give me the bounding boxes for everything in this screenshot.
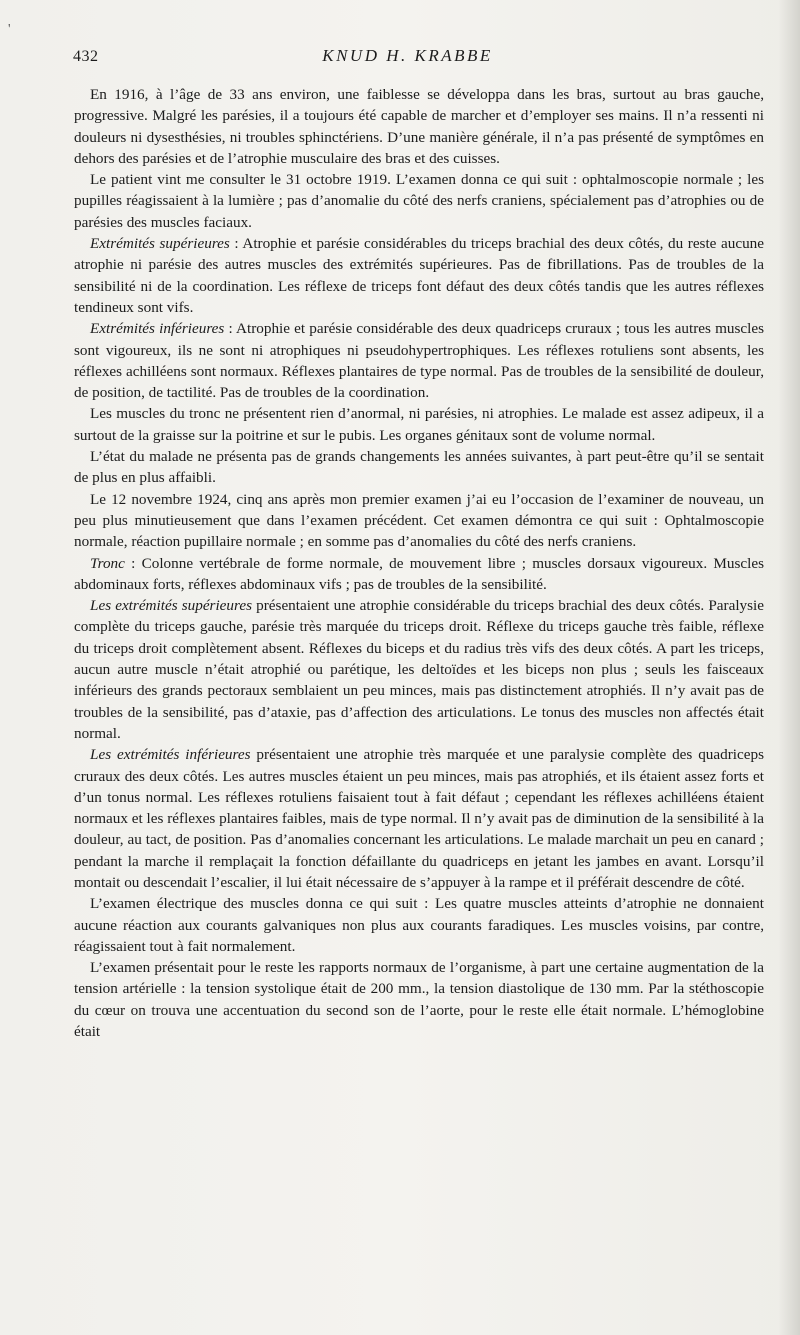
paragraph-lead: Extrémités supérieures [90,235,230,253]
paragraph-text: : Colonne vertébrale de forme normale, de mouvement libre ; muscles dorsaux vigoureux. Muscles abdominaux forts, réflexes abdominaux vifs ; pas de troubles de la sensibilité. [74,554,764,593]
paragraph [74,957,764,1042]
paragraph-text: En 1916, à l’âge de 33 ans environ, une faiblesse se développa dans les bras, surtout au bras gauche, progressive. Malgré les parésies, il a toujours été capable de marcher et d’employer ses mains. Il n’a ressenti ni douleurs ni dysesthésies, ni troubles sphinctériens. D’une manière générale, il n’a pas présenté de symptômes en dehors des parésies et de l’atrophie musculaire des bras et des cuisses. [74,86,764,167]
paragraph-lead: Les extrémités inférieures [90,746,251,764]
paragraph [74,233,764,318]
paragraph-text: : Atrophie et parésie considérable des deux quadriceps cruraux ; tous les autres muscles sont vigoureux, ils ne sont ni atrophiques ni pseudohypertrophiques. Les réflexes rotuliens sont absents, les réflexes achilléens sont normaux. Réflexes plantaires de type normal. Pas de troubles de la sensibilité de douleur, de position, de tactilité. Pas de troubles de la coordination. [74,320,765,402]
corner-mark: ' [8,22,11,37]
paragraph-lead: Extrémités inférieures [90,320,225,338]
paragraph [74,595,764,744]
paragraph-text: Le patient vint me consulter le 31 octobre 1919. L’examen donna ce qui suit : ophtalmoscopie normale ; les pupilles réagissaient à la lumière ; pas d’anomalie du côté des nerfs craniens, spécialement pas d’atrophies ou de parésies des muscles faciaux. [74,171,764,231]
body-text [74,84,764,1042]
paragraph [74,446,764,489]
paragraph-text: Les muscles du tronc ne présentent rien d’anormal, ni parésies, ni atrophies. Le malade est assez adipeux, il a surtout de la graisse sur la poitrine et sur le pubis. Les organes génitaux sont de volume normal. [74,405,764,444]
page-number: 432 [73,48,99,65]
paragraph [74,403,764,446]
paragraph-text: L’état du malade ne présenta pas de grands changements les années suivantes, à part peut-être qu’il se sentait de plus en plus affaibli. [74,448,764,487]
running-title: KNUD H. KRABBE [322,46,493,65]
paragraph [74,553,764,596]
page-header [73,44,742,70]
paragraph-text: présentaient une atrophie considérable du triceps brachial des deux côtés. Paralysie complète du triceps gauche, parésie très marquée du triceps droit. Réflexe du triceps gauche très faible, réflexe du triceps droit complètement absent. Réflexes du biceps et du radius très vifs des deux côtés. A part les triceps, aucun autre muscle n’était atrophié ou parétique, les deltoïdes et les biceps non plus ; seuls les faisceaux inférieurs des grands pectoraux semblaient un peu minces, mais pas distinctement atrophiés. Il n’y avait pas de troubles de la sensibilité, pas d’ataxie, pas d’affection des articulations. Le tonus des muscles non affectés était normal. [74,597,765,742]
paragraph [74,169,764,233]
paragraph [74,318,764,403]
paragraph [74,744,764,893]
paragraph-text: L’examen électrique des muscles donna ce qui suit : Les quatre muscles atteints d’atrophie ne donnaient aucune réaction aux courants galvaniques non plus aux courants faradiques. Les muscles voisins, par contre, réagissaient tout à fait normalement. [74,895,764,955]
paragraph-lead: Tronc [90,554,125,572]
page-edge-shadow [778,0,800,1335]
paragraph-text: L’examen présentait pour le reste les rapports normaux de l’organisme, à part une certaine augmentation de la tension artérielle : la tension systolique était de 200 mm., la tension diastolique de 130 mm. Par la stéthoscopie du cœur on trouva une accentuation du second son de l’aorte, pour le reste elle était normale. L’hémoglobine était [74,959,764,1041]
paragraph-lead: Les extrémités supérieures [90,597,253,615]
paragraph [74,84,764,169]
paragraph [74,893,764,957]
paragraph [74,489,764,553]
paragraph-text: Le 12 novembre 1924, cinq ans après mon premier examen j’ai eu l’occasion de l’examiner de nouveau, un peu plus minutieusement que dans l’examen précédent. Cet examen démontra ce qui suit : Ophtalmoscopie normale, réaction pupillaire normale ; en somme pas d’anomalies du côté des nerfs craniens. [74,490,764,551]
paragraph-text: présentaient une atrophie très marquée et une paralysie complète des quadriceps cruraux des deux côtés. Les autres muscles étaient un peu minces, mais pas atrophiés, et ils étaient assez forts et d’un tonus normal. Les réflexes rotuliens faisaient tout à fait défaut ; cependant les réflexes achilléens étaient normaux et les réflexes plantaires faibles, mais de type normal. Il n’y avait pas de diminution de la sensibilité à la douleur, au tact, de position. Pas d’anomalies concernant les articulations. Le malade marchait un peu en canard ; pendant la marche il remplaçait la fonction défaillante du quadriceps en jetant les jambes en avant. Lorsqu’il montait ou descendait l’escalier, il lui était nécessaire de s’appuyer à la rampe et il préférait descendre de côté. [74,746,764,891]
paragraph-text: : Atrophie et parésie considérables du triceps brachial des deux côtés, du reste aucune atrophie ni parésie des autres muscles des extrémités supérieures. Pas de fibrillations. Pas de troubles de la sensibilité ni de la coordination. Les réflexe de triceps font défaut des deux côtés tandis que les autres réflexes tendineux sont vifs. [74,235,765,316]
